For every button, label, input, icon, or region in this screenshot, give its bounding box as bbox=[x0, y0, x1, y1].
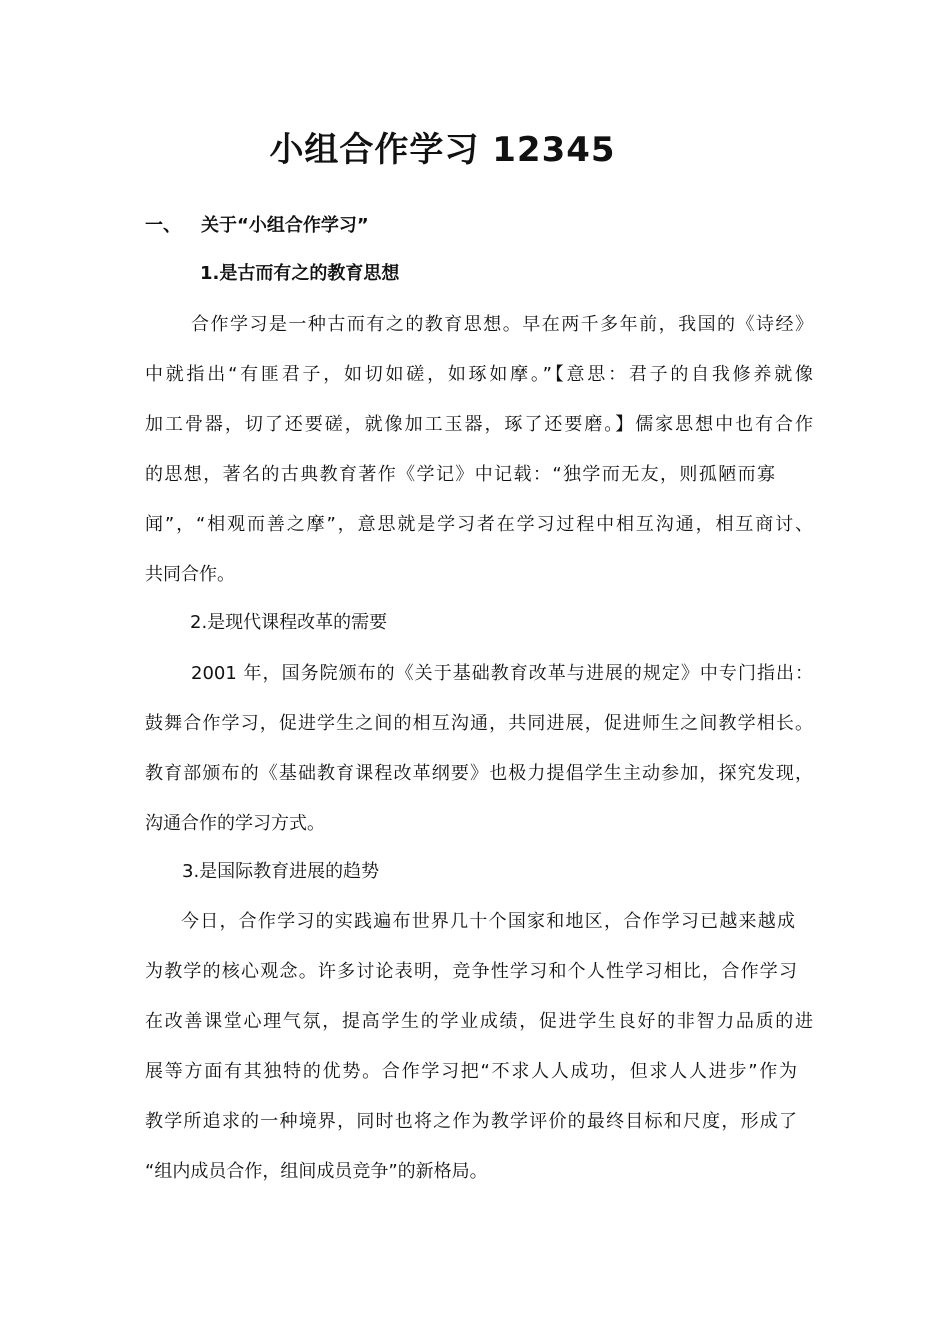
paragraph-line: 中就指出“有匪君子，如切如磋，如琢如摩。”【意思：君子的自我修养就像 bbox=[145, 364, 813, 385]
paragraph-line: 合作学习是一种古而有之的教育思想。早在两千多年前，我国的《诗经》 bbox=[191, 314, 813, 335]
paragraph-line: 教育部颁布的《基础教育课程改革纲要》也极力提倡学生主动参加，探究发现， bbox=[145, 763, 813, 784]
paragraph-line: 的思想，著名的古典教育著作《学记》中记载：“独学而无友，则孤陋而寡 bbox=[145, 464, 775, 485]
section-heading-text: 关于“小组合作学习” bbox=[201, 215, 369, 236]
subsection-2-paragraph bbox=[145, 649, 813, 849]
paragraph-line: 展等方面有其独特的优势。合作学习把“不求人人成功，但求人人进步”作为 bbox=[145, 1061, 797, 1082]
paragraph-line: 加工骨器，切了还要磋，就像加工玉器，琢了还要磨。】儒家思想中也有合作 bbox=[145, 414, 813, 435]
subsection-3-heading: 3.是国际教育进展的趋势 bbox=[182, 861, 380, 882]
document-title: 小组合作学习 12345 bbox=[269, 130, 616, 170]
paragraph-line: 鼓舞合作学习，促进学生之间的相互沟通，共同进展，促进师生之间教学相长。 bbox=[145, 713, 813, 734]
paragraph-line: 共同合作。 bbox=[145, 564, 235, 585]
subsection-1-heading: 1.是古而有之的教育思想 bbox=[200, 263, 400, 284]
paragraph-line: 沟通合作的学习方式。 bbox=[145, 813, 325, 834]
paragraph-line: 2001 年，国务院颁布的《关于基础教育改革与进展的规定》中专门指出： bbox=[191, 663, 813, 684]
paragraph-line: 教学所追求的一种境界，同时也将之作为教学评价的最终目标和尺度，形成了 bbox=[145, 1111, 797, 1132]
paragraph-line: 在改善课堂心理气氛，提高学生的学业成绩，促进学生良好的非智力品质的进 bbox=[145, 1011, 813, 1032]
paragraph-line: “组内成员合作，组间成员竞争”的新格局。 bbox=[145, 1161, 488, 1182]
subsection-3-paragraph bbox=[145, 897, 813, 1197]
subsection-1-paragraph bbox=[145, 300, 813, 600]
section-number: 一、 bbox=[145, 215, 181, 236]
subsection-2-heading: 2.是现代课程改革的需要 bbox=[190, 612, 388, 633]
paragraph-line: 为教学的核心观念。许多讨论表明，竞争性学习和个人性学习相比，合作学习 bbox=[145, 961, 797, 982]
paragraph-line: 闻”，“相观而善之摩”，意思就是学习者在学习过程中相互沟通，相互商讨、 bbox=[145, 514, 813, 535]
section-heading bbox=[145, 212, 369, 240]
paragraph-line: 今日，合作学习的实践遍布世界几十个国家和地区，合作学习已越来越成 bbox=[181, 911, 795, 932]
